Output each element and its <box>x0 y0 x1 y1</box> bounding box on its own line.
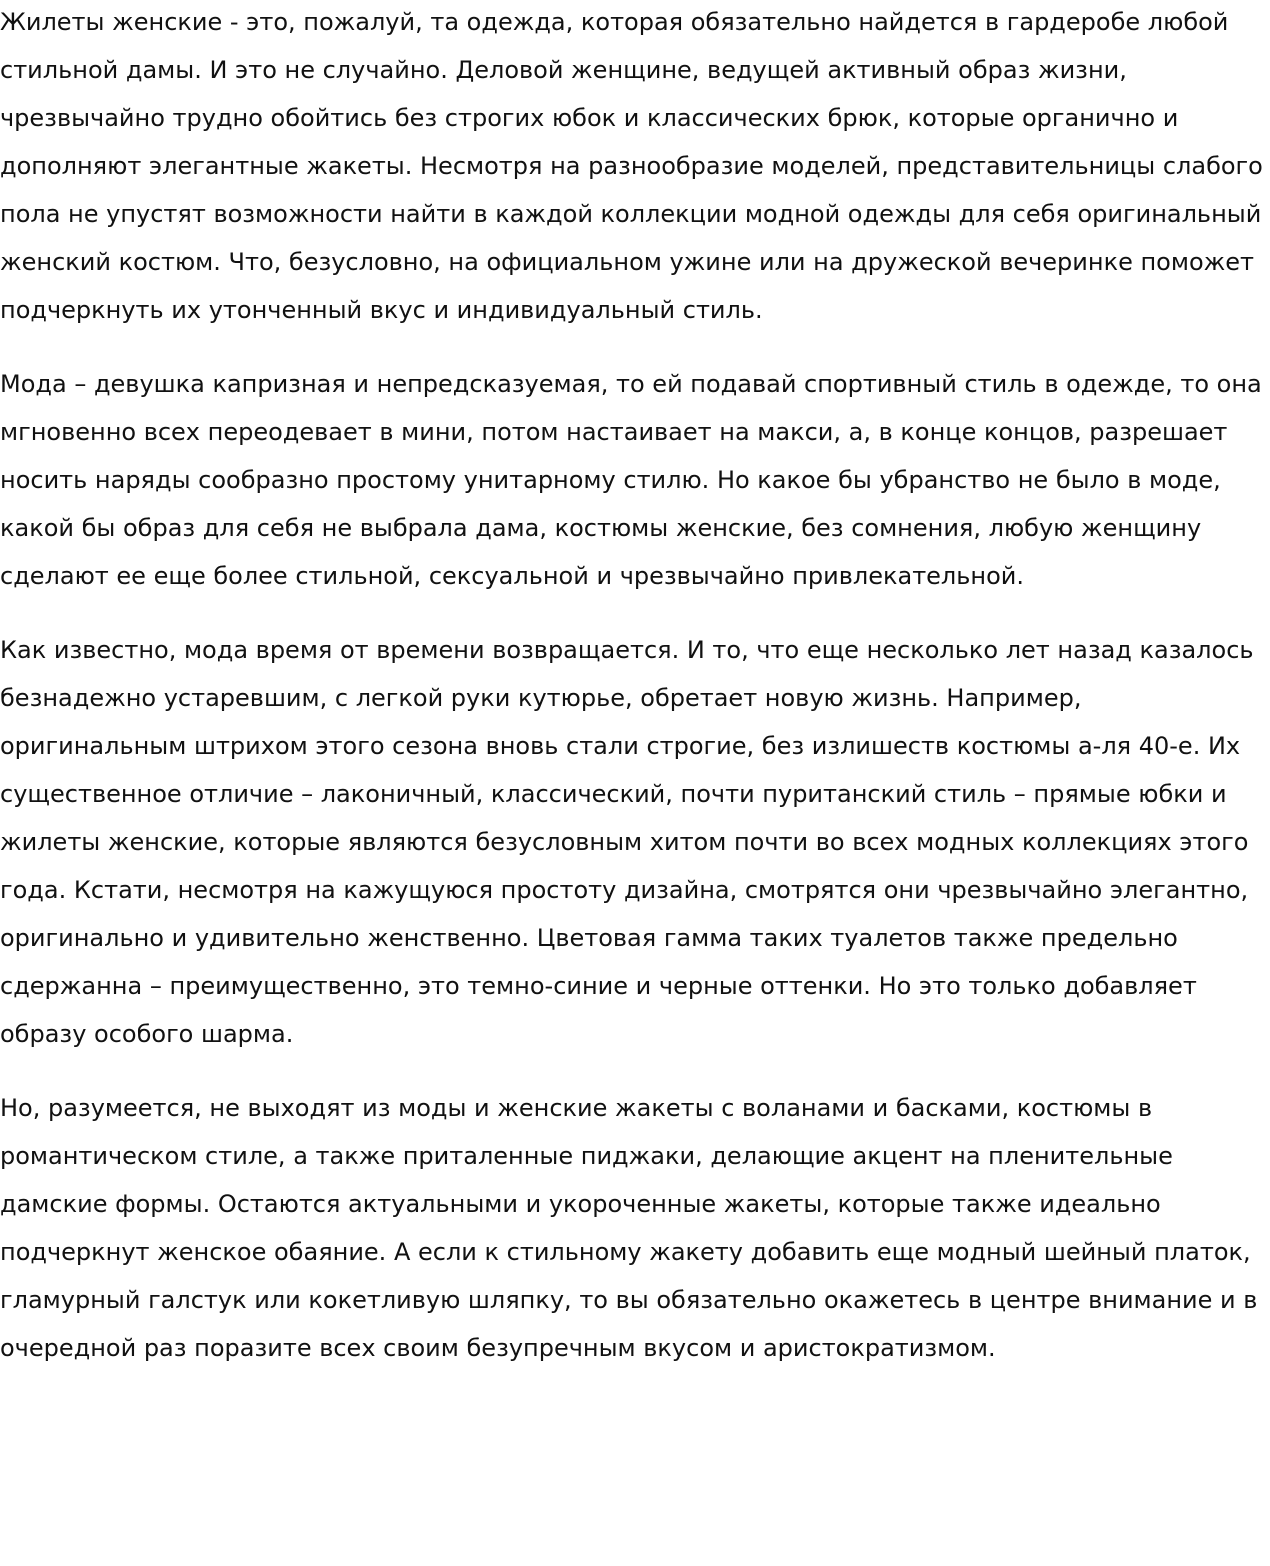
paragraph-1: Жилеты женские - это, пожалуй, та одежда, которая обязательно найдется в гардеробе любой стильной дамы. И это не случайно. Деловой женщине, ведущей активный образ жизни, чрезвычайно трудно обойтись без строгих юбок и классических брюк, которые органично и дополняют элегантные жакеты. Несмотря на разнообразие моделей, представительницы слабого пола не упустят возможности найти в каждой коллекции модной одежды для себя оригинальный женский костюм. Что, безусловно, на официальном ужине или на дружеской вечеринке поможет подчеркнуть их утонченный вкус и индивидуальный стиль. <box>0 8 1263 324</box>
paragraph-2: Мода – девушка капризная и непредсказуемая, то ей подавай спортивный стиль в одежде, то она мгновенно всех переодевает в мини, потом настаивает на макси, а, в конце концов, разрешает носить наряды сообразно простому унитарному стилю. Но какое бы убранство не было в моде, какой бы образ для себя не выбрала дама, костюмы женские, без сомнения, любую женщину сделают ее еще более стильной, сексуальной и чрезвычайно привлекательной. <box>0 370 1262 590</box>
paragraph-4: Но, разумеется, не выходят из моды и женские жакеты с воланами и басками, костюмы в романтическом стиле, а также приталенные пиджаки, делающие акцент на пленительные дамские формы. Остаются актуальными и укороченные жакеты, которые также идеально подчеркнут женское обаяние. А если к стильному жакету добавить еще модный шейный платок, гламурный галстук или кокетливую шляпку, то вы обязательно окажетесь в центре внимание и в очередной раз поразите всех своим безупречным вкусом и аристократизмом. <box>0 1094 1258 1362</box>
paragraph-3: Как известно, мода время от времени возвращается. И то, что еще несколько лет назад казалось безнадежно устаревшим, с легкой руки кутюрье, обретает новую жизнь. Например, оригинальным штрихом этого сезона вновь стали строгие, без излишеств костюмы а-ля 40-е. Их существенное отличие – лаконичный, классический, почти пуританский стиль – прямые юбки и жилеты женские, которые являются безусловным хитом почти во всех модных коллекциях этого года. Кстати, несмотря на кажущуюся простоту дизайна, смотрятся они чрезвычайно элегантно, оригинально и удивительно женственно. Цветовая гамма таких туалетов также предельно сдержанна – преимущественно, это темно-синие и черные оттенки. Но это только добавляет образу особого шарма. <box>0 636 1254 1048</box>
